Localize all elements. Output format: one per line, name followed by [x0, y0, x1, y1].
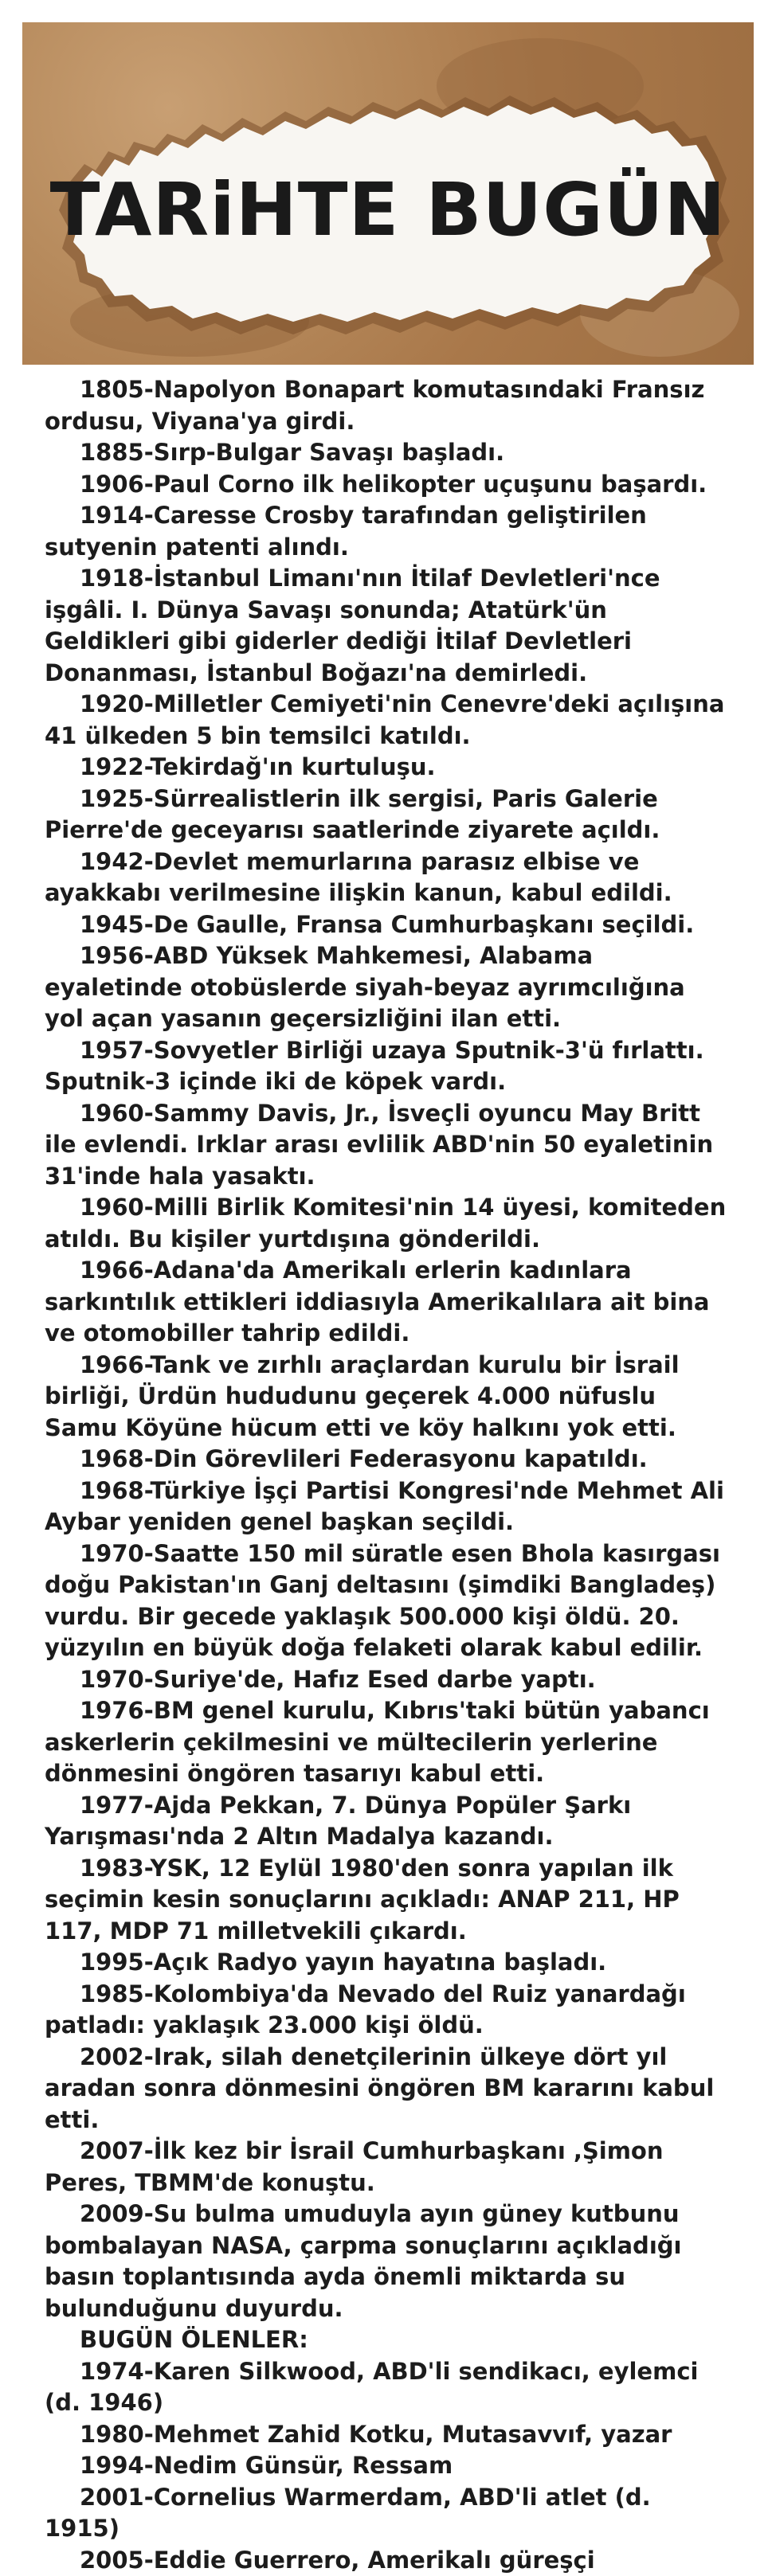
list-item: 1970-Suriye'de, Hafız Esed darbe yaptı.	[45, 1664, 730, 1696]
list-item: 1885-Sırp-Bulgar Savaşı başladı.	[45, 437, 730, 469]
list-item: 1956-ABD Yüksek Mahkemesi, Alabama eyaletinde otobüslerde siyah-beyaz ayrımcılığına yol açan yasanın geçersizliğini ilan etti.	[45, 940, 730, 1035]
list-item: 1918-İstanbul Limanı'nın İtilaf Devletleri'nce işgâli. I. Dünya Savaşı sonunda; Atatürk'ün Geldikleri gibi giderler dediği İtilaf Devletleri Donanması, İstanbul Boğazı'na demirledi.	[45, 563, 730, 689]
header-title: TARiHTE BUGÜN	[22, 174, 754, 247]
entries-list	[45, 374, 730, 2576]
list-item: 2005-Eddie Guerrero, Amerikalı güreşçi	[45, 2545, 730, 2576]
list-item: 1980-Mehmet Zahid Kotku, Mutasavvıf, yazar	[45, 2419, 730, 2451]
list-item: 1970-Saatte 150 mil süratle esen Bhola kasırgası doğu Pakistan'ın Ganj deltasını (şimdiki Bangladeş) vurdu. Bir gecede yaklaşık 500.000 kişi öldü. 20. yüzyılın en büyük doğa felaketi olarak kabul edilir.	[45, 1538, 730, 1664]
list-item: 1922-Tekirdağ'ın kurtuluşu.	[45, 752, 730, 784]
list-item: 2007-İlk kez bir İsrail Cumhurbaşkanı ,Şimon Peres, TBMM'de konuştu.	[45, 2136, 730, 2199]
list-item: 2009-Su bulma umuduyla ayın güney kutbunu bombalayan NASA, çarpma sonuçlarını açıkladığı basın toplantısında ayda önemli miktarda su bulunduğunu duyurdu.	[45, 2199, 730, 2324]
header-banner	[22, 22, 754, 365]
list-item: 1942-Devlet memurlarına parasız elbise ve ayakkabı verilmesine ilişkin kanun, kabul edildi.	[45, 846, 730, 909]
list-item: BUGÜN ÖLENLER:	[45, 2324, 730, 2356]
list-item: 1960-Milli Birlik Komitesi'nin 14 üyesi, komiteden atıldı. Bu kişiler yurtdışına gönderildi.	[45, 1192, 730, 1255]
list-item: 1968-Din Görevlileri Federasyonu kapatıldı.	[45, 1444, 730, 1476]
list-item: 1920-Milletler Cemiyeti'nin Cenevre'deki açılışına 41 ülkeden 5 bin temsilci katıldı.	[45, 689, 730, 752]
list-item: 1945-De Gaulle, Fransa Cumhurbaşkanı seçildi.	[45, 909, 730, 941]
list-item: 1805-Napolyon Bonapart komutasındaki Fransız ordusu, Viyana'ya girdi.	[45, 374, 730, 437]
list-item: 1957-Sovyetler Birliği uzaya Sputnik-3'ü fırlattı. Sputnik-3 içinde iki de köpek vardı.	[45, 1035, 730, 1098]
list-item: 1966-Adana'da Amerikalı erlerin kadınlara sarkıntılık ettikleri iddiasıyla Amerikalılara ait bina ve otomobiller tahrip edildi.	[45, 1255, 730, 1350]
list-item: 1906-Paul Corno ilk helikopter uçuşunu başardı.	[45, 469, 730, 501]
list-item: 1995-Açık Radyo yayın hayatına başladı.	[45, 1947, 730, 1979]
list-item: 1966-Tank ve zırhlı araçlardan kurulu bir İsrail birliği, Ürdün hududunu geçerek 4.000 nüfuslu Samu Köyüne hücum etti ve köy halkını yok etti.	[45, 1350, 730, 1444]
list-item: 1976-BM genel kurulu, Kıbrıs'taki bütün yabancı askerlerin çekilmesini ve mültecilerin yerlerine dönmesini öngören tasarıyı kabul etti.	[45, 1695, 730, 1790]
list-item: 1985-Kolombiya'da Nevado del Ruiz yanardağı patladı: yaklaşık 23.000 kişi öldü.	[45, 1979, 730, 2042]
list-item: 1968-Türkiye İşçi Partisi Kongresi'nde Mehmet Ali Aybar yeniden genel başkan seçildi.	[45, 1476, 730, 1538]
list-item: 1977-Ajda Pekkan, 7. Dünya Popüler Şarkı Yarışması'nda 2 Altın Madalya kazandı.	[45, 1790, 730, 1853]
list-item: 2001-Cornelius Warmerdam, ABD'li atlet (d. 1915)	[45, 2482, 730, 2545]
list-item: 2002-Irak, silah denetçilerinin ülkeye dört yıl aradan sonra dönmesini öngören BM kararını kabul etti.	[45, 2042, 730, 2136]
list-item: 1914-Caresse Crosby tarafından geliştirilen sutyenin patenti alındı.	[45, 500, 730, 563]
list-item: 1960-Sammy Davis, Jr., İsveçli oyuncu May Britt ile evlendi. Irklar arası evlilik ABD'nin 50 eyaletinin 31'inde hala yasaktı.	[45, 1098, 730, 1193]
list-item: 1994-Nedim Günsür, Ressam	[45, 2450, 730, 2482]
list-item: 1925-Sürrealistlerin ilk sergisi, Paris Galerie Pierre'de geceyarısı saatlerinde ziyarete açıldı.	[45, 784, 730, 846]
list-item: 1983-YSK, 12 Eylül 1980'den sonra yapılan ilk seçimin kesin sonuçlarını açıkladı: ANAP 211, HP 117, MDP 71 milletvekili çıkardı.	[45, 1853, 730, 1948]
list-item: 1974-Karen Silkwood, ABD'li sendikacı, eylemci (d. 1946)	[45, 2356, 730, 2419]
